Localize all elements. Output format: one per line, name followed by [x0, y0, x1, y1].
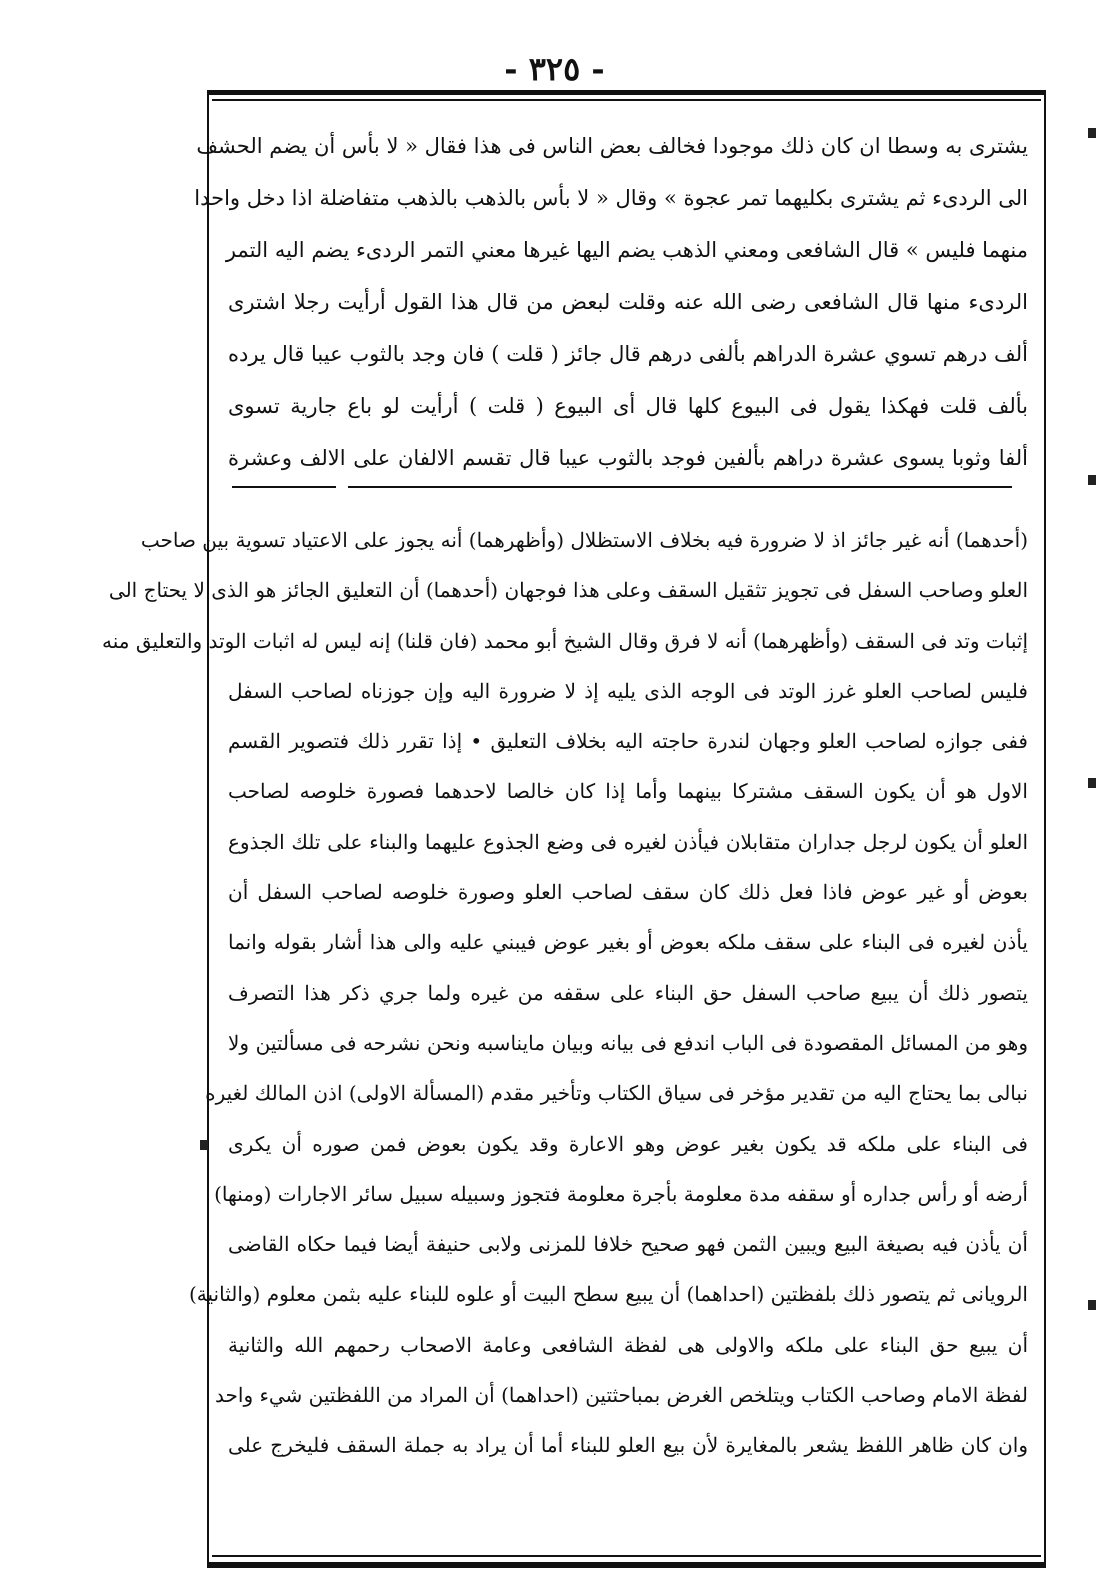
commentary-text-block	[102, 515, 1028, 1471]
commentary-line: (أحدهما) أنه غير جائز اذ لا ضرورة فيه بخلاف الاستظلال (وأظهرهما) أنه يجوز على الاعتياد تسوية بين صاحب	[140, 528, 1028, 552]
commentary-line: إثبات وتد فى السقف (وأظهرهما) أنه لا فرق وقال الشيخ أبو محمد (فان قلنا) إنه ليس له اثبات الوتد والتعليق منه	[102, 628, 1028, 653]
main-text-line: منهما فليس » قال الشافعى ومعني الذهب يضم اليها غيرها معني التمر الردىء يضم اليه التمر	[225, 238, 1028, 262]
main-text-line: الردىء منها قال الشافعى رضى الله عنه وقلت لبعض من قال هذا القول أرأيت رجلا اشترى	[228, 290, 1028, 314]
commentary-line: الاول هو أن يكون السقف مشتركا بينهما وأما إذا كان خالصا لاحدهما فصورة خلوصه لصاحب	[228, 779, 1028, 804]
commentary-line: أرضه أو رأس جداره أو سقفه مدة معلومة بأجرة معلومة فتجوز وسبيله سبيل سائر الاجارات (ومنها)	[214, 1181, 1028, 1206]
margin-mark	[1088, 475, 1096, 485]
page-number: - ٣٢٥ -	[504, 50, 605, 88]
commentary-line: أن يأذن فيه بصيغة البيع ويبين الثمن فهو صحيح خلافا للمزنى ولابى حنيفة أيضا فيما حكاه القاضى	[228, 1232, 1028, 1257]
commentary-line: الرويانى ثم يتصور ذلك بلفظتين (احداهما) أن يبيع سطح البيت أو علوه للبناء عليه بثمن معلوم (والثانية)	[188, 1282, 1028, 1307]
commentary-line: بعوض أو غير عوض فاذا فعل ذلك كان سقف لصاحب العلو وصورة خلوصه لصاحب السفل أن	[228, 880, 1028, 905]
commentary-line: وهو من المسائل المقصودة فى الباب اندفع فى بيانه وبيان مايناسبه ونحن نشرحه فى مسألتين ولا	[228, 1030, 1028, 1055]
commentary-line: فليس لصاحب العلو غرز الوتد فى الوجه الذى يليه إذ لا ضرورة اليه وإن جوزناه لصاحب السفل	[228, 678, 1028, 703]
commentary-line: نبالى بما يحتاج اليه من تقدير مؤخر فى سياق الكتاب وتأخير مقدم (المسألة الاولى) اذن المالك لغيره	[205, 1081, 1028, 1106]
commentary-line: يأذن لغيره فى البناء على سقف ملكه بعوض أو بغير عوض فيبني عليه والى هذا أشار بقوله وانما	[228, 930, 1028, 955]
main-text-line: ألفا وثوبا يسوى عشرة دراهم بألفين فوجد بالثوب عيبا قال تقسم الالفان على الالف وعشرة	[228, 446, 1028, 470]
bottom-border-inner-rule	[212, 1555, 1041, 1557]
margin-mark	[200, 1140, 208, 1150]
main-text-line: بألف قلت فهكذا يقول فى البيوع كلها قال أى البيوع ( قلت ) أرأيت لو باع جارية تسوى	[228, 394, 1028, 418]
section-divider-right	[348, 486, 1012, 488]
commentary-line: لفظة الامام وصاحب الكتاب ويتلخص الغرض بمباحثتين (احداهما) أن المراد من اللفظتين شيء واحد	[215, 1383, 1028, 1408]
commentary-line: وان كان ظاهر اللفظ يشعر بالمغايرة لأن بيع العلو للبناء أما أن يراد به جملة السقف فليخرج على	[228, 1433, 1028, 1458]
commentary-line: العلو أن يكون لرجل جداران متقابلان فيأذن لغيره فى وضع الجذوع عليهما والبناء على تلك الجذوع	[228, 829, 1028, 854]
main-text-block	[194, 120, 1028, 484]
commentary-line: ففى جوازه لصاحب العلو وجهان لندرة حاجته اليه بخلاف التعليق • إذا تقرر ذلك فتصوير القسم	[228, 729, 1028, 754]
main-text-line: يشترى به وسطا ان كان ذلك موجودا فخالف بعض الناس فى هذا فقال « لا بأس أن يضم الحشف	[196, 134, 1028, 158]
main-text-line: ألف درهم تسوي عشرة الدراهم بألفى درهم قال جائز ( قلت ) فان وجد بالثوب عيبا قال يرده	[228, 342, 1028, 366]
margin-mark	[1088, 778, 1096, 788]
commentary-line: أن يبيع حق البناء على ملكه والاولى هى لفظة الشافعى وعامة الاصحاب رحمهم الله والثانية	[228, 1332, 1028, 1357]
commentary-line: العلو وصاحب السفل فى تجويز تثقيل السقف وعلى هذا فوجهان (أحدهما) أن التعليق الجائز هو الذى لا يحتاج الى	[108, 578, 1028, 603]
margin-mark	[1088, 128, 1096, 138]
commentary-line: يتصور ذلك أن يبيع صاحب السفل حق البناء على سقفه من غيره ولما جري ذكر هذا التصرف	[228, 980, 1028, 1005]
main-text-line: الى الردىء ثم يشترى بكليهما تمر عجوة » وقال « لا بأس بالذهب بالذهب متفاضلة اذا دخل واحدا	[194, 186, 1028, 210]
margin-mark	[1088, 1300, 1096, 1310]
bottom-border-rule	[207, 1562, 1046, 1568]
commentary-line: فى البناء على ملكه قد يكون بغير عوض وهو الاعارة وقد يكون بعوض فمن صوره أن يكرى	[228, 1131, 1028, 1156]
section-divider-left	[232, 486, 336, 488]
